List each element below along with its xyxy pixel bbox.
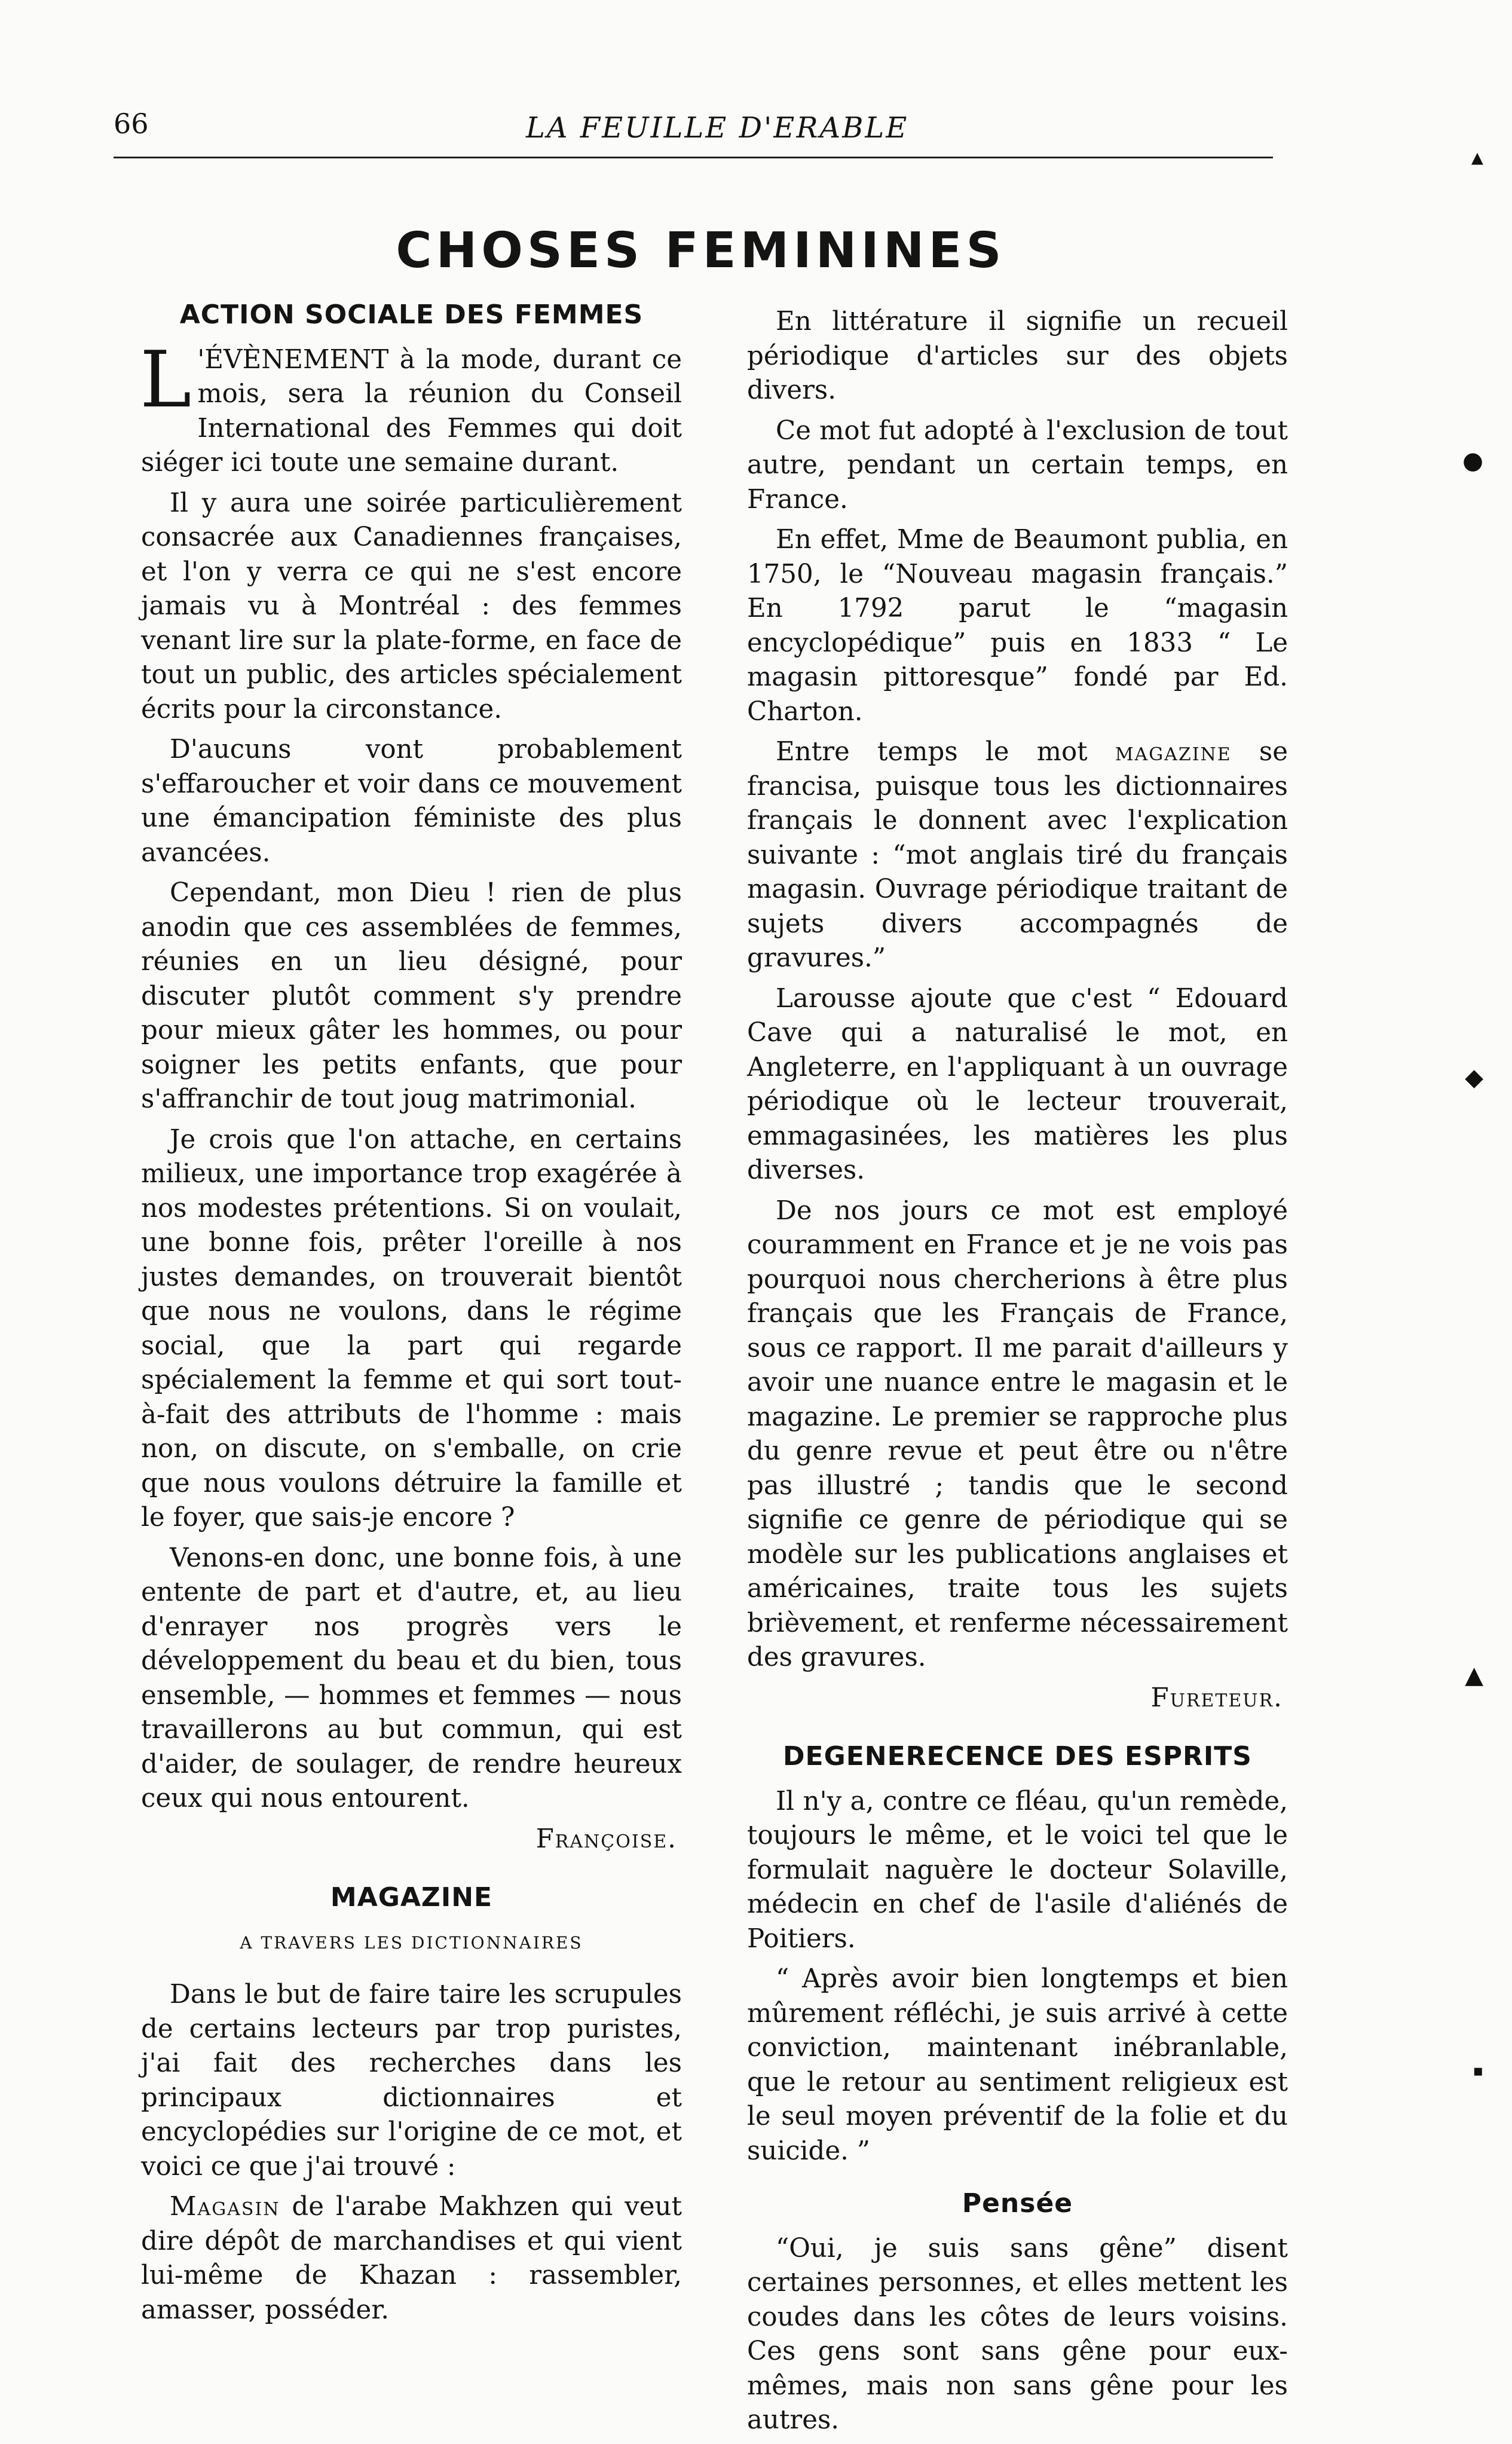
paragraph: Ce mot fut adopté à l'exclusion de tout autre, pendant un certain temps, en France. (747, 415, 1288, 515)
section-title-degenerecence: DEGENERECENCE DES ESPRITS (783, 1741, 1252, 1772)
margin-speck-icon: ◆ (1465, 1064, 1483, 1091)
paragraph: “Oui, je suis sans gêne” disent certaines personnes, et elles mettent les coudes dans les côtes de leurs voisins. Ces gens sont sans gêne pour eux-mêmes, mais non sans gêne pour les autres. (747, 2233, 1288, 2435)
paragraph: De nos jours ce mot est employé couramment en France et je ne vois pas pourquoi nous chercherions à être plus français que les Français de France, sous ce rapport. Il me parait d'ailleurs y avoir une nuance entre le magasin et le magazine. Le premier se rapproche plus du genre revue et peut être ou n'être pas illustré ; tandis que le second signifie ce genre de périodique qui se modèle sur les publications anglaises et américaines, traite tous les sujets brièvement, et renferme nécessairement des gravures. (747, 1195, 1288, 1672)
right-column (747, 305, 1288, 2444)
section-title-action-sociale: ACTION SOCIALE DES FEMMES (179, 299, 644, 330)
page-title: CHOSES FEMININES (396, 222, 1006, 279)
term: magazine (1115, 737, 1232, 767)
paragraph: Dans le but de faire taire les scrupules de certains lecteurs par trop puristes, j'ai fait des recherches dans les principaux dictionnaires et encyclopédies sur l'origine de ce mot, et voici ce que j'ai trouvé : (141, 1980, 682, 2182)
margin-speck-icon: ▲ (1465, 1662, 1483, 1689)
header-rule (114, 157, 1273, 158)
paragraph: Il y aura une soirée particulièrement consacrée aux Canadiennes françaises, et l'on y verra ce qui ne s'est encore jamais vu à Montréal : des femmes venant lire sur la plate-forme, en face de tout un public, des articles spécialement écrits pour la circonstance. (141, 488, 682, 724)
paragraph: Je crois que l'on attache, en certains milieux, une importance trop exagérée à nos modestes prétentions. Si on voulait, une bonne fois, prêter l'oreille à nos justes demandes, on trouverait bientôt que nous ne voulons, dans le régime social, que la part qui regarde spécialement la femme et qui sort tout-à-fait des attributs de l'homme : mais non, on discute, on s'emballe, on crie que nous voulons détruire la famille et le foyer, que sais-je encore ? (141, 1124, 682, 1533)
paragraph-text: Entre temps le mot (776, 737, 1115, 767)
signature: Fureteur. (1150, 1683, 1283, 1713)
running-title: LA FEUILLE D'ERABLE (526, 111, 909, 145)
section-title-magazine: MAGAZINE (330, 1882, 493, 1913)
margin-speck-icon: ● (1462, 447, 1483, 475)
paragraph-text: 'ÉVÈNEMENT à la mode, durant ce mois, sera la réunion du Conseil International des Femmes qui doit siéger ici toute une semaine durant. (141, 344, 682, 478)
margin-speck-icon: ▴ (1471, 143, 1483, 171)
paragraph: Venons-en donc, une bonne fois, à une entente de part et d'autre, et, au lieu d'enrayer nos progrès vers le développement du beau et du bien, tous ensemble, — hommes et femmes — nous travaillerons au but commun, qui est d'aider, de soulager, de rendre heureux ceux qui nous entourent. (141, 1543, 682, 1813)
paragraph: En littérature il signifie un recueil périodique d'articles sur des objets divers. (747, 307, 1288, 405)
paragraph (747, 735, 1288, 976)
section-title-pensee: Pensée (962, 2188, 1073, 2219)
paragraph-text: de l'arabe Makhzen qui veut dire dépôt de marchandises et qui vient lui-même de Khazan : rassembler, amasser, posséder. (141, 2192, 682, 2325)
page-header (114, 108, 1273, 149)
paragraph: “ Après avoir bien longtemps et bien mûrement réfléchi, je suis arrivé à cette conviction, maintenant inébranlable, que le retour au sentiment religieux est le seul moyen préventif de la folie et du suicide. ” (747, 1964, 1288, 2166)
paragraph: Larousse ajoute que c'est “ Edouard Cave qui a naturalisé le mot, en Angleterre, en l'appliquant à un ouvrage périodique où le lecteur trouverait, emmagasinées, les matières les plus diverses. (747, 983, 1288, 1185)
paragraph-text: se francisa, puisque tous les dictionnaires français le donnent avec l'explication suivante : “mot anglais tiré du français magasin. Ouvrage périodique traitant de sujets divers accompagnés de gravures.” (747, 737, 1288, 973)
section-subtitle: A TRAVERS LES DICTIONNAIRES (240, 1932, 583, 1953)
paragraph (140, 334, 682, 481)
page-number: 66 (114, 108, 149, 140)
signature: Françoise. (535, 1824, 677, 1854)
paragraph: D'aucuns vont probablement s'effaroucher et voir dans ce mouvement une émancipation féministe des plus avancées. (141, 735, 682, 868)
paragraph: Cependant, mon Dieu ! rien de plus anodin que ces assemblées de femmes, réunies en un lieu désigné, pour discuter plutôt comment s'y prendre pour mieux gâter les hommes, ou pour soigner les petits enfants, que pour s'affranchir de tout joug matrimonial. (141, 878, 682, 1114)
term: Magasin (170, 2192, 280, 2222)
margin-speck-icon: ▪ (1473, 2062, 1483, 2080)
drop-cap: L (140, 334, 192, 425)
paragraph: En effet, Mme de Beaumont publia, en 1750, le “Nouveau magasin français.” En 1792 parut le “magasin encyclopédique” puis en 1833 “ Le magasin pittoresque” fondé par Ed. Charton. (747, 525, 1288, 727)
paragraph (141, 2190, 682, 2327)
left-column (141, 298, 682, 2333)
paragraph: Il n'y a, contre ce fléau, qu'un remède, toujours le même, et le voici tel que le formulait naguère le docteur Solaville, médecin en chef de l'asile d'aliénés de Poitiers. (747, 1786, 1288, 1954)
